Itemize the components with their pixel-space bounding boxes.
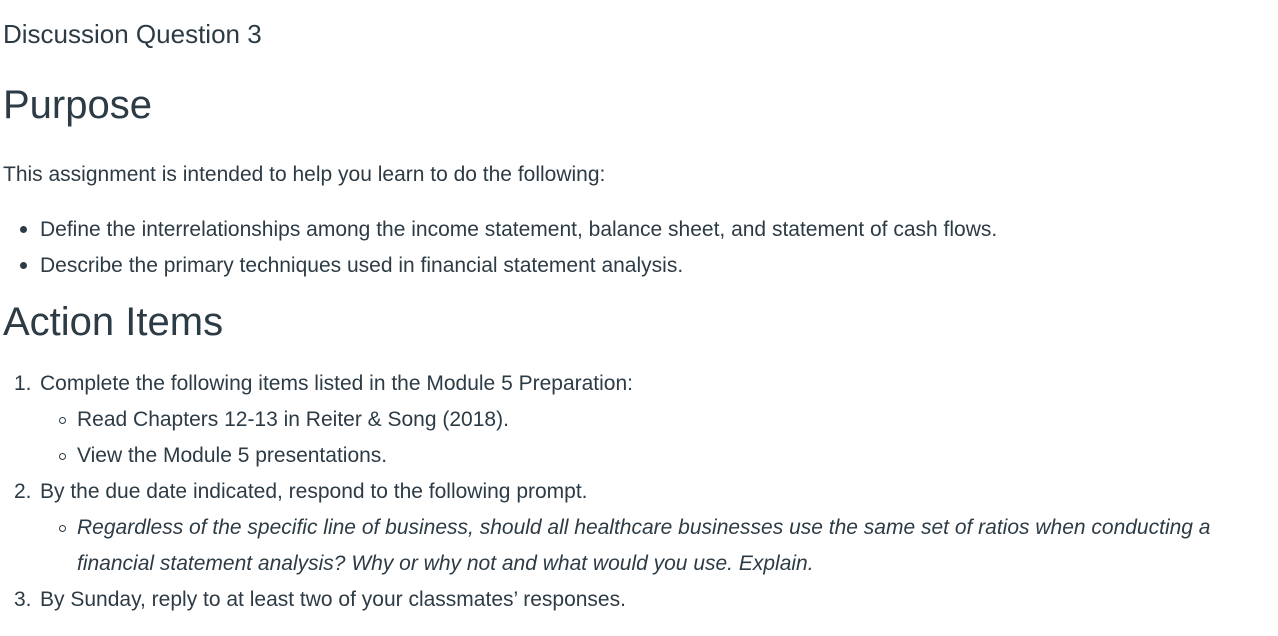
action-item-text: By the due date indicated, respond to the following prompt.	[40, 480, 588, 503]
purpose-item	[0, 248, 997, 284]
action-sub-list	[40, 402, 1257, 474]
action-item-number: 2.	[14, 480, 32, 503]
action-item-number: 3.	[14, 588, 32, 611]
circle-bullet-icon	[59, 417, 66, 424]
purpose-item-text: Define the interrelationships among the income statement, balance sheet, and statement of cash flows.	[40, 218, 998, 241]
discussion-prompt-text: Regardless of the specific line of business, should all healthcare businesses use the same set of ratios when conducting a financial statement analysis? Why or why not and what would you use. Explain.	[77, 516, 1211, 575]
bullet-icon	[20, 262, 27, 269]
purpose-heading: Purpose	[3, 83, 152, 127]
action-sub-list	[40, 510, 1257, 582]
action-items-list	[0, 366, 1257, 618]
purpose-list	[0, 212, 997, 284]
purpose-item-text: Describe the primary techniques used in financial statement analysis.	[40, 254, 684, 277]
action-items-heading: Action Items	[3, 300, 224, 344]
bullet-icon	[20, 226, 27, 233]
page-title: Discussion Question 3	[3, 19, 262, 49]
action-item	[0, 474, 1257, 582]
action-item-text: Complete the following items listed in the Module 5 Preparation:	[40, 372, 633, 395]
action-sub-item-text: View the Module 5 presentations.	[77, 444, 388, 467]
action-item	[0, 366, 1257, 474]
action-item-text: By Sunday, reply to at least two of your classmates’ responses.	[40, 588, 626, 611]
action-sub-item	[40, 402, 1257, 438]
circle-bullet-icon	[59, 453, 66, 460]
purpose-intro: This assignment is intended to help you learn to do the following:	[3, 163, 606, 186]
action-item-number: 1.	[14, 372, 32, 395]
action-sub-item	[40, 438, 1257, 474]
action-item	[0, 582, 1257, 618]
circle-bullet-icon	[59, 525, 66, 532]
action-sub-item-text: Read Chapters 12-13 in Reiter & Song (2018).	[77, 408, 509, 431]
discussion-prompt	[40, 510, 1257, 582]
purpose-item	[0, 212, 997, 248]
